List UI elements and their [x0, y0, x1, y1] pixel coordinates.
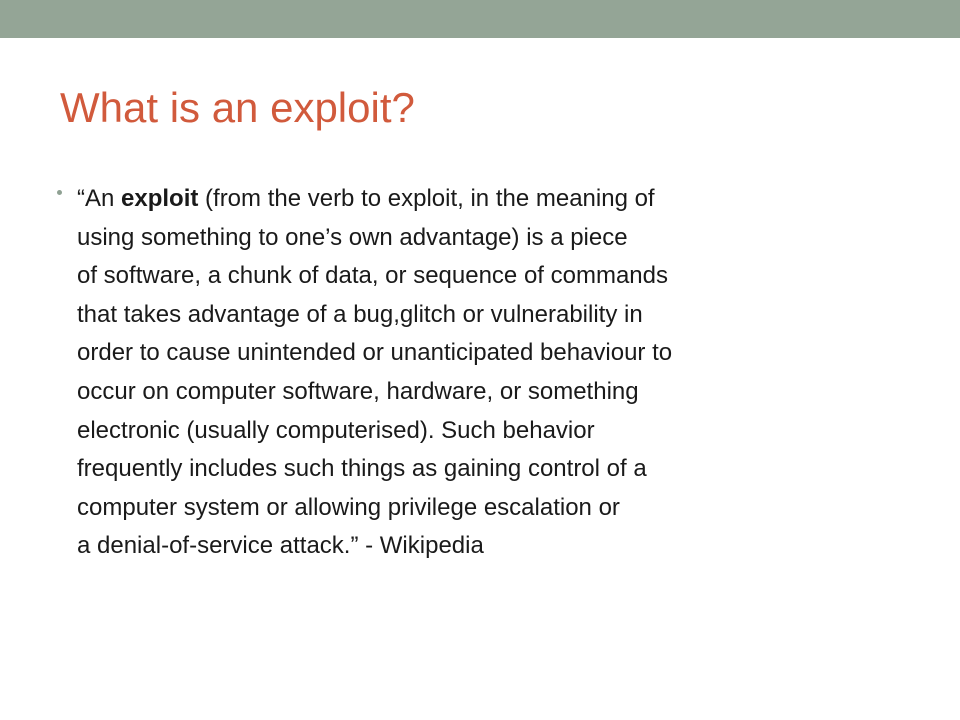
text-line-9: computer system or allowing privilege escalation or	[77, 493, 620, 521]
text-line-4: that takes advantage of a bug,glitch or vulnerability in	[77, 300, 643, 328]
text-line-1-rest: (from the verb to exploit, in the meaning of	[198, 185, 655, 212]
text-line-5: order to cause unintended or unanticipated behaviour to	[77, 339, 673, 367]
bullet-text	[77, 180, 937, 566]
quote-open: “An	[77, 185, 122, 212]
bullet-dot-icon	[57, 190, 62, 195]
text-line-7: electronic (usually computerised). Such behavior	[77, 416, 595, 444]
emphasized-term: exploit	[121, 185, 199, 212]
text-line-3: of software, a chunk of data, or sequence of commands	[77, 262, 668, 290]
text-line-8: frequently includes such things as gaining control of a	[77, 455, 647, 483]
text-line-2: using something to one’s own advantage) is a piece	[77, 223, 628, 251]
text-line-1	[77, 180, 937, 219]
top-accent-bar	[0, 0, 960, 38]
text-line-10: a denial-of-service attack.” - Wikipedia	[77, 532, 484, 560]
text-line-6: occur on computer software, hardware, or something	[77, 377, 639, 405]
slide-title: What is an exploit?	[60, 84, 415, 131]
